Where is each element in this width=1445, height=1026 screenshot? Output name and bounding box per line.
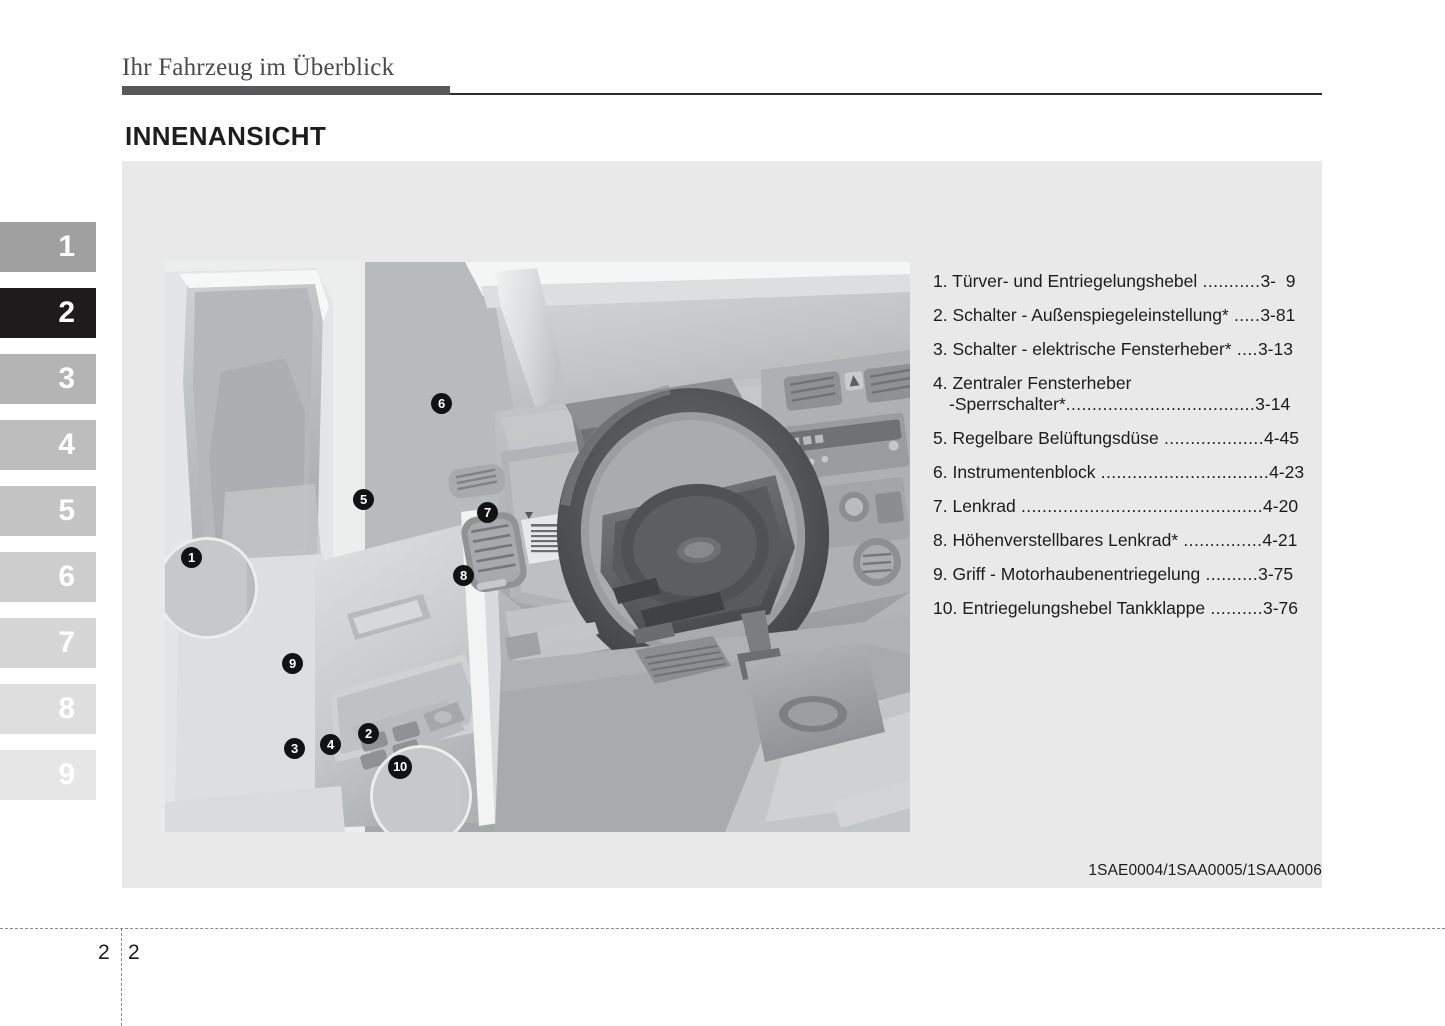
chapter-tab-7[interactable] — [0, 618, 96, 668]
chapter-tab-label: 8 — [58, 692, 75, 725]
legend-item-label: 7. Lenkrad — [933, 496, 1016, 516]
legend-item-page: 4-23 — [1269, 462, 1305, 482]
legend-item-dots: ..... — [1228, 305, 1261, 325]
interior-photo-graphic — [165, 262, 910, 832]
chapter-tab-label: 6 — [58, 560, 75, 593]
callout-marker-4: 4 — [320, 734, 341, 755]
callout-marker-10: 10 — [388, 755, 412, 779]
legend-item-label: 8. Höhenverstellbares Lenkrad* — [933, 530, 1179, 550]
legend-item-dots: .............................................. — [1015, 496, 1264, 516]
content-panel — [122, 161, 1322, 888]
running-header — [122, 52, 1322, 86]
header-rule-thin — [450, 93, 1322, 95]
chapter-tab-8[interactable] — [0, 684, 96, 734]
callout-marker-9: 9 — [282, 653, 303, 674]
legend-item-4 — [933, 373, 1323, 415]
legend-item-2 — [933, 305, 1323, 326]
legend-item-9 — [933, 564, 1323, 585]
legend-list — [933, 271, 1323, 632]
legend-item-7 — [933, 496, 1323, 517]
legend-item-dots: ................... — [1158, 428, 1264, 448]
callout-marker-6: 6 — [431, 393, 452, 414]
legend-item-label: 1. Türver- und Entriegelungshebel — [933, 271, 1198, 291]
footer-chapter-number: 2 — [98, 941, 110, 964]
legend-item-8 — [933, 530, 1323, 551]
legend-item-dots: ............... — [1178, 530, 1263, 550]
figure-reference-code: 1SAE0004/1SAA0005/1SAA0006 — [1088, 862, 1322, 879]
chapter-tab-label: 3 — [58, 362, 75, 395]
callout-marker-3: 3 — [284, 738, 305, 759]
callout-marker-2: 2 — [358, 723, 379, 744]
legend-item-label-line2: -Sperrschalter*....................................3-14 — [949, 394, 1291, 414]
header-rule-thick — [122, 86, 450, 95]
chapter-tab-3[interactable] — [0, 354, 96, 404]
legend-item-dots: .... — [1231, 339, 1258, 359]
legend-item-10 — [933, 598, 1323, 619]
crop-mark-horizontal — [0, 928, 1445, 929]
chapter-tab-2[interactable] — [0, 288, 96, 338]
chapter-tab-label: 1 — [58, 230, 75, 263]
legend-item-label: 4. Zentraler Fensterheber — [933, 373, 1132, 393]
chapter-tab-strip — [0, 222, 96, 816]
chapter-tab-label: 9 — [58, 758, 75, 791]
legend-item-dots: ........... — [1197, 271, 1261, 291]
chapter-tab-9[interactable] — [0, 750, 96, 800]
callout-marker-1: 1 — [181, 547, 202, 568]
legend-item-1 — [933, 271, 1323, 292]
legend-item-dots: ................................ — [1095, 462, 1270, 482]
chapter-tab-1[interactable] — [0, 222, 96, 272]
legend-item-label: 3. Schalter - elektrische Fensterheber* — [933, 339, 1232, 359]
legend-item-dots: .......... — [1200, 564, 1259, 584]
legend-item-label: 10. Entriegelungshebel Tankklappe — [933, 598, 1206, 618]
legend-item-page: 3- 9 — [1260, 271, 1296, 291]
legend-item-label: 6. Instrumentenblock — [933, 462, 1096, 482]
chapter-tab-label: 7 — [58, 626, 75, 659]
chapter-tab-6[interactable] — [0, 552, 96, 602]
legend-item-label: 2. Schalter - Außenspiegeleinstellung* — [933, 305, 1229, 325]
callout-marker-7: 7 — [477, 502, 498, 523]
page-footer — [0, 938, 220, 972]
running-header-title: Ihr Fahrzeug im Überblick — [122, 54, 395, 81]
legend-item-page: 3-14 — [1255, 394, 1291, 414]
chapter-tab-5[interactable] — [0, 486, 96, 536]
chapter-tab-label: 2 — [58, 296, 75, 329]
chapter-tab-4[interactable] — [0, 420, 96, 470]
legend-item-page: 3-76 — [1263, 598, 1299, 618]
legend-item-page: 3-13 — [1257, 339, 1293, 359]
legend-item-6 — [933, 462, 1323, 483]
header-rule — [122, 86, 1322, 96]
chapter-tab-label: 4 — [58, 428, 75, 461]
chapter-tab-label: 5 — [58, 494, 75, 527]
legend-item-dots: .................................... — [1065, 394, 1256, 414]
legend-item-page: 4-21 — [1262, 530, 1298, 550]
footer-page-number: 2 — [128, 941, 140, 964]
page-title: INNENANSICHT — [125, 121, 327, 151]
legend-item-5 — [933, 428, 1323, 449]
legend-item-3 — [933, 339, 1323, 360]
legend-item-page: 4-20 — [1263, 496, 1299, 516]
callout-marker-5: 5 — [353, 489, 374, 510]
interior-view-illustration — [165, 262, 910, 832]
legend-item-dots: .......... — [1205, 598, 1263, 618]
legend-item-page: 4-45 — [1263, 428, 1299, 448]
legend-item-page: 3-81 — [1260, 305, 1296, 325]
legend-item-page: 3-75 — [1258, 564, 1294, 584]
callout-marker-8: 8 — [453, 565, 474, 586]
legend-item-label: 9. Griff - Motorhaubenentriegelung — [933, 564, 1201, 584]
legend-item-label: 5. Regelbare Belüftungsdüse — [933, 428, 1159, 448]
